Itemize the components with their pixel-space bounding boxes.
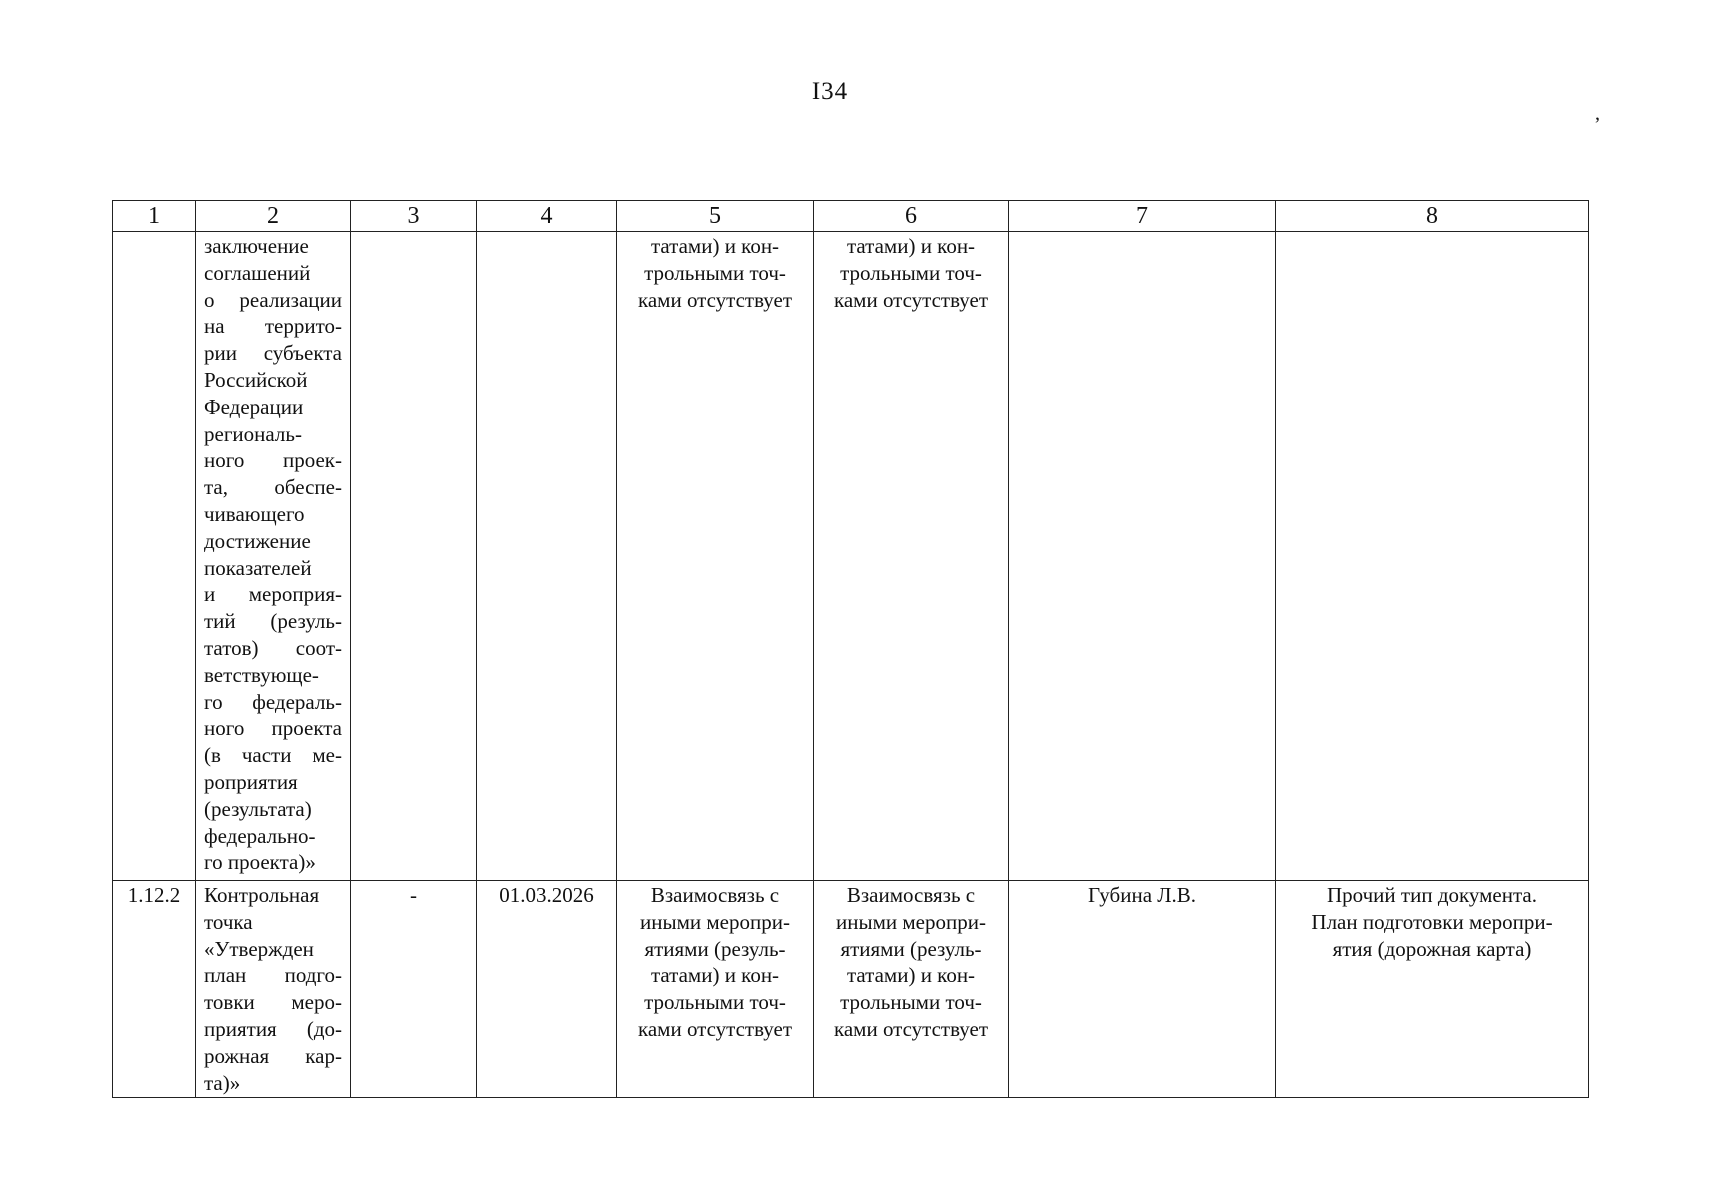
cell-line: ятиями (резуль- [644, 936, 786, 961]
cell-line: «Утвержден [204, 936, 314, 961]
row1-name [196, 232, 351, 881]
cell-line: ного проекта [204, 716, 342, 741]
cell-line: роприятия [204, 769, 298, 794]
header-col-3: 3 [351, 201, 477, 232]
cell-line: товки меро- [204, 990, 342, 1015]
cell-line: и мероприя- [204, 582, 342, 607]
cell-line: показателей [204, 555, 312, 580]
row1-relation-2 [814, 232, 1009, 881]
cell-line: План подготовки меропри- [1311, 909, 1553, 934]
cell-line: ятиями (резуль- [840, 936, 982, 961]
cell-line: ками отсутствует [637, 287, 793, 312]
document-table [112, 200, 1589, 1098]
row2-name [196, 881, 351, 1098]
cell-line: на террито- [204, 314, 342, 339]
cell-line: Прочий тип документа. [1327, 883, 1537, 907]
cell-line: Взаимосвязь с [650, 883, 780, 907]
cell-line: (в части ме- [204, 743, 342, 768]
row1-number [113, 232, 196, 881]
header-col-8: 8 [1276, 201, 1589, 232]
cell-line: трольными точ- [644, 260, 786, 285]
cell-line: ветствующе- [204, 662, 319, 687]
cell-line: татами) и кон- [650, 963, 780, 988]
cell-line: достижение [204, 528, 311, 553]
row1-document [1276, 232, 1589, 881]
page-number: I34 [811, 78, 849, 105]
cell-line: точка [204, 909, 253, 934]
cell-line: иными меропри- [640, 909, 790, 934]
cell-line: го федераль- [204, 689, 342, 714]
cell-line: о реализации [204, 287, 342, 312]
table-row [113, 232, 1589, 881]
row2-document [1276, 881, 1589, 1098]
header-col-2: 2 [196, 201, 351, 232]
cell-line: ками отсутствует [637, 1016, 793, 1041]
cell-line: иными меропри- [836, 909, 986, 934]
cell-line: заключение [204, 234, 309, 258]
cell-line: татами) и кон- [650, 234, 780, 258]
row1-col3 [351, 232, 477, 881]
row2-date: 01.03.2026 [477, 881, 617, 1098]
row1-col4 [477, 232, 617, 881]
cell-line: тий (резуль- [204, 609, 342, 634]
cell-line: Взаимосвязь с [846, 883, 976, 907]
header-col-5: 5 [617, 201, 814, 232]
cell-line: Контрольная [204, 883, 320, 907]
cell-line: ятия (дорожная карта) [1332, 936, 1532, 961]
header-row [113, 201, 1589, 232]
cell-line: ками отсутствует [833, 1016, 989, 1041]
cell-line: та, обеспе- [204, 475, 342, 500]
row2-responsible: Губина Л.В. [1009, 881, 1276, 1098]
cell-line: рии субъекта [204, 341, 342, 366]
row2-relation-2 [814, 881, 1009, 1098]
cell-line: (результата) [204, 796, 312, 821]
row1-relation [617, 232, 814, 881]
header-col-6: 6 [814, 201, 1009, 232]
cell-line: трольными точ- [840, 260, 982, 285]
header-col-1: 1 [113, 201, 196, 232]
table-row [113, 881, 1589, 1098]
cell-line: Федерации [204, 394, 304, 419]
cell-line: го проекта)» [204, 850, 316, 875]
cell-line: ного проек- [204, 448, 342, 473]
cell-line: приятия (до- [204, 1016, 342, 1041]
cell-line: рожная кар- [204, 1043, 342, 1068]
cell-line: трольными точ- [840, 990, 982, 1015]
cell-line: татами) и кон- [846, 234, 976, 258]
cell-line: региональ- [204, 421, 302, 446]
cell-line: та)» [204, 1070, 241, 1095]
cell-line: ками отсутствует [833, 287, 989, 312]
row2-col3: - [351, 881, 477, 1098]
cell-line: трольными точ- [644, 990, 786, 1015]
cell-line: татов) соот- [204, 635, 342, 660]
header-col-4: 4 [477, 201, 617, 232]
row1-responsible [1009, 232, 1276, 881]
cell-line: соглашений [204, 260, 311, 285]
cell-line: чивающего [204, 501, 305, 526]
header-col-7: 7 [1009, 201, 1276, 232]
cell-line: Российской [204, 367, 308, 392]
corner-mark: ʼ [1594, 114, 1601, 136]
cell-line: план подго- [204, 963, 342, 988]
cell-line: федерально- [204, 823, 316, 848]
row2-number: 1.12.2 [113, 881, 196, 1098]
cell-line: татами) и кон- [846, 963, 976, 988]
row2-relation [617, 881, 814, 1098]
